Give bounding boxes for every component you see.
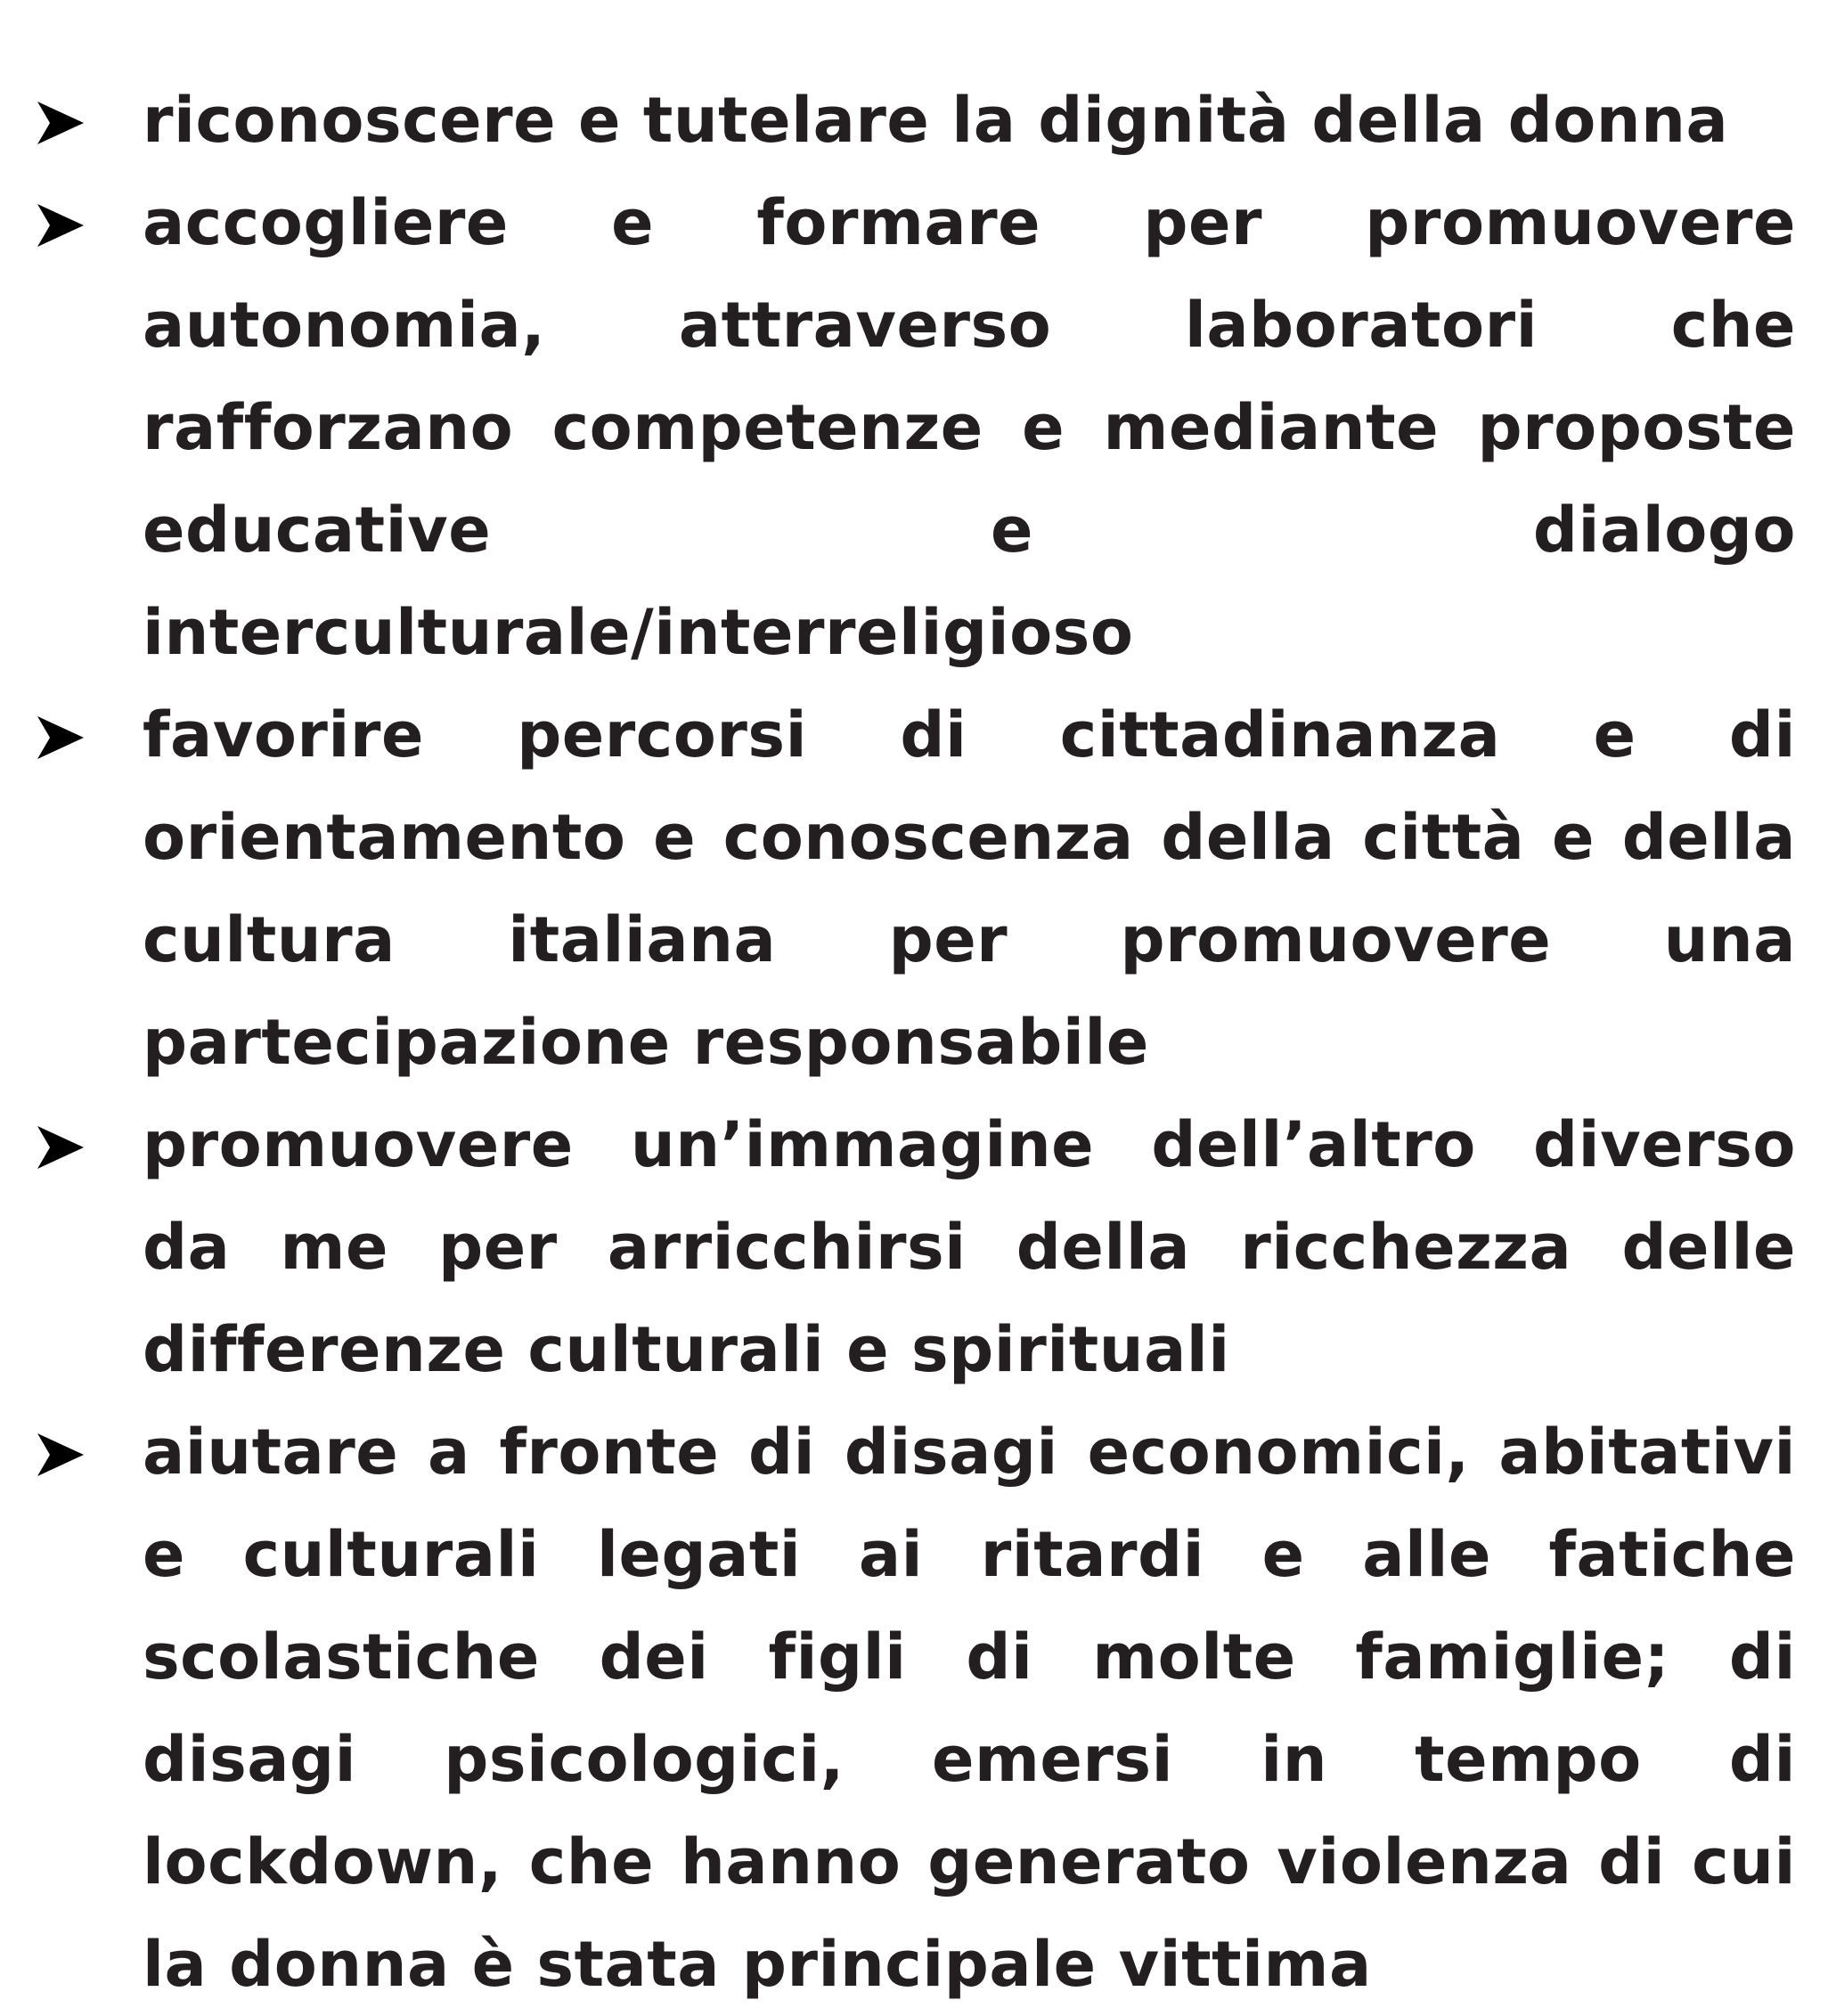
list-item <box>0 1401 1796 2016</box>
bullet-text: accogliere e formare per promuovere autonomia, attraverso laboratori che rafforzano competenze e mediante proposte educative e dialogo interculturale/interreligioso <box>143 186 1796 669</box>
arrowhead-bullet-icon <box>34 1428 87 1481</box>
bullet-text: promuovere un’immagine dell’altro diverso da me per arricchirsi della ricchezza delle differenze culturali e spirituali <box>143 1108 1796 1386</box>
arrowhead-bullet-icon <box>34 1121 87 1174</box>
arrowhead-bullet-icon <box>34 96 87 150</box>
arrowhead-bullet-icon <box>34 199 87 252</box>
bullet-text: aiutare a fronte di disagi economici, abitativi e culturali legati ai ritardi e alle fatiche scolastiche dei figli di molte famiglie; di disagi psicologici, emersi in tempo di lockdown, che hanno generato violenza di cui la donna è stata principale vittima <box>143 1416 1796 2001</box>
list-item <box>0 684 1796 1094</box>
bullet-list <box>0 69 1828 2016</box>
bullet-text: riconoscere e tutelare la dignità della donna <box>143 84 1729 157</box>
list-item <box>0 172 1796 684</box>
arrowhead-bullet-icon <box>34 711 87 764</box>
list-item <box>0 69 1796 172</box>
bullet-text: favorire percorsi di cittadinanza e di orientamento e conoscenza della città e della cultura italiana per promuovere una partecipazione responsabile <box>143 698 1796 1079</box>
list-item <box>0 1094 1796 1401</box>
